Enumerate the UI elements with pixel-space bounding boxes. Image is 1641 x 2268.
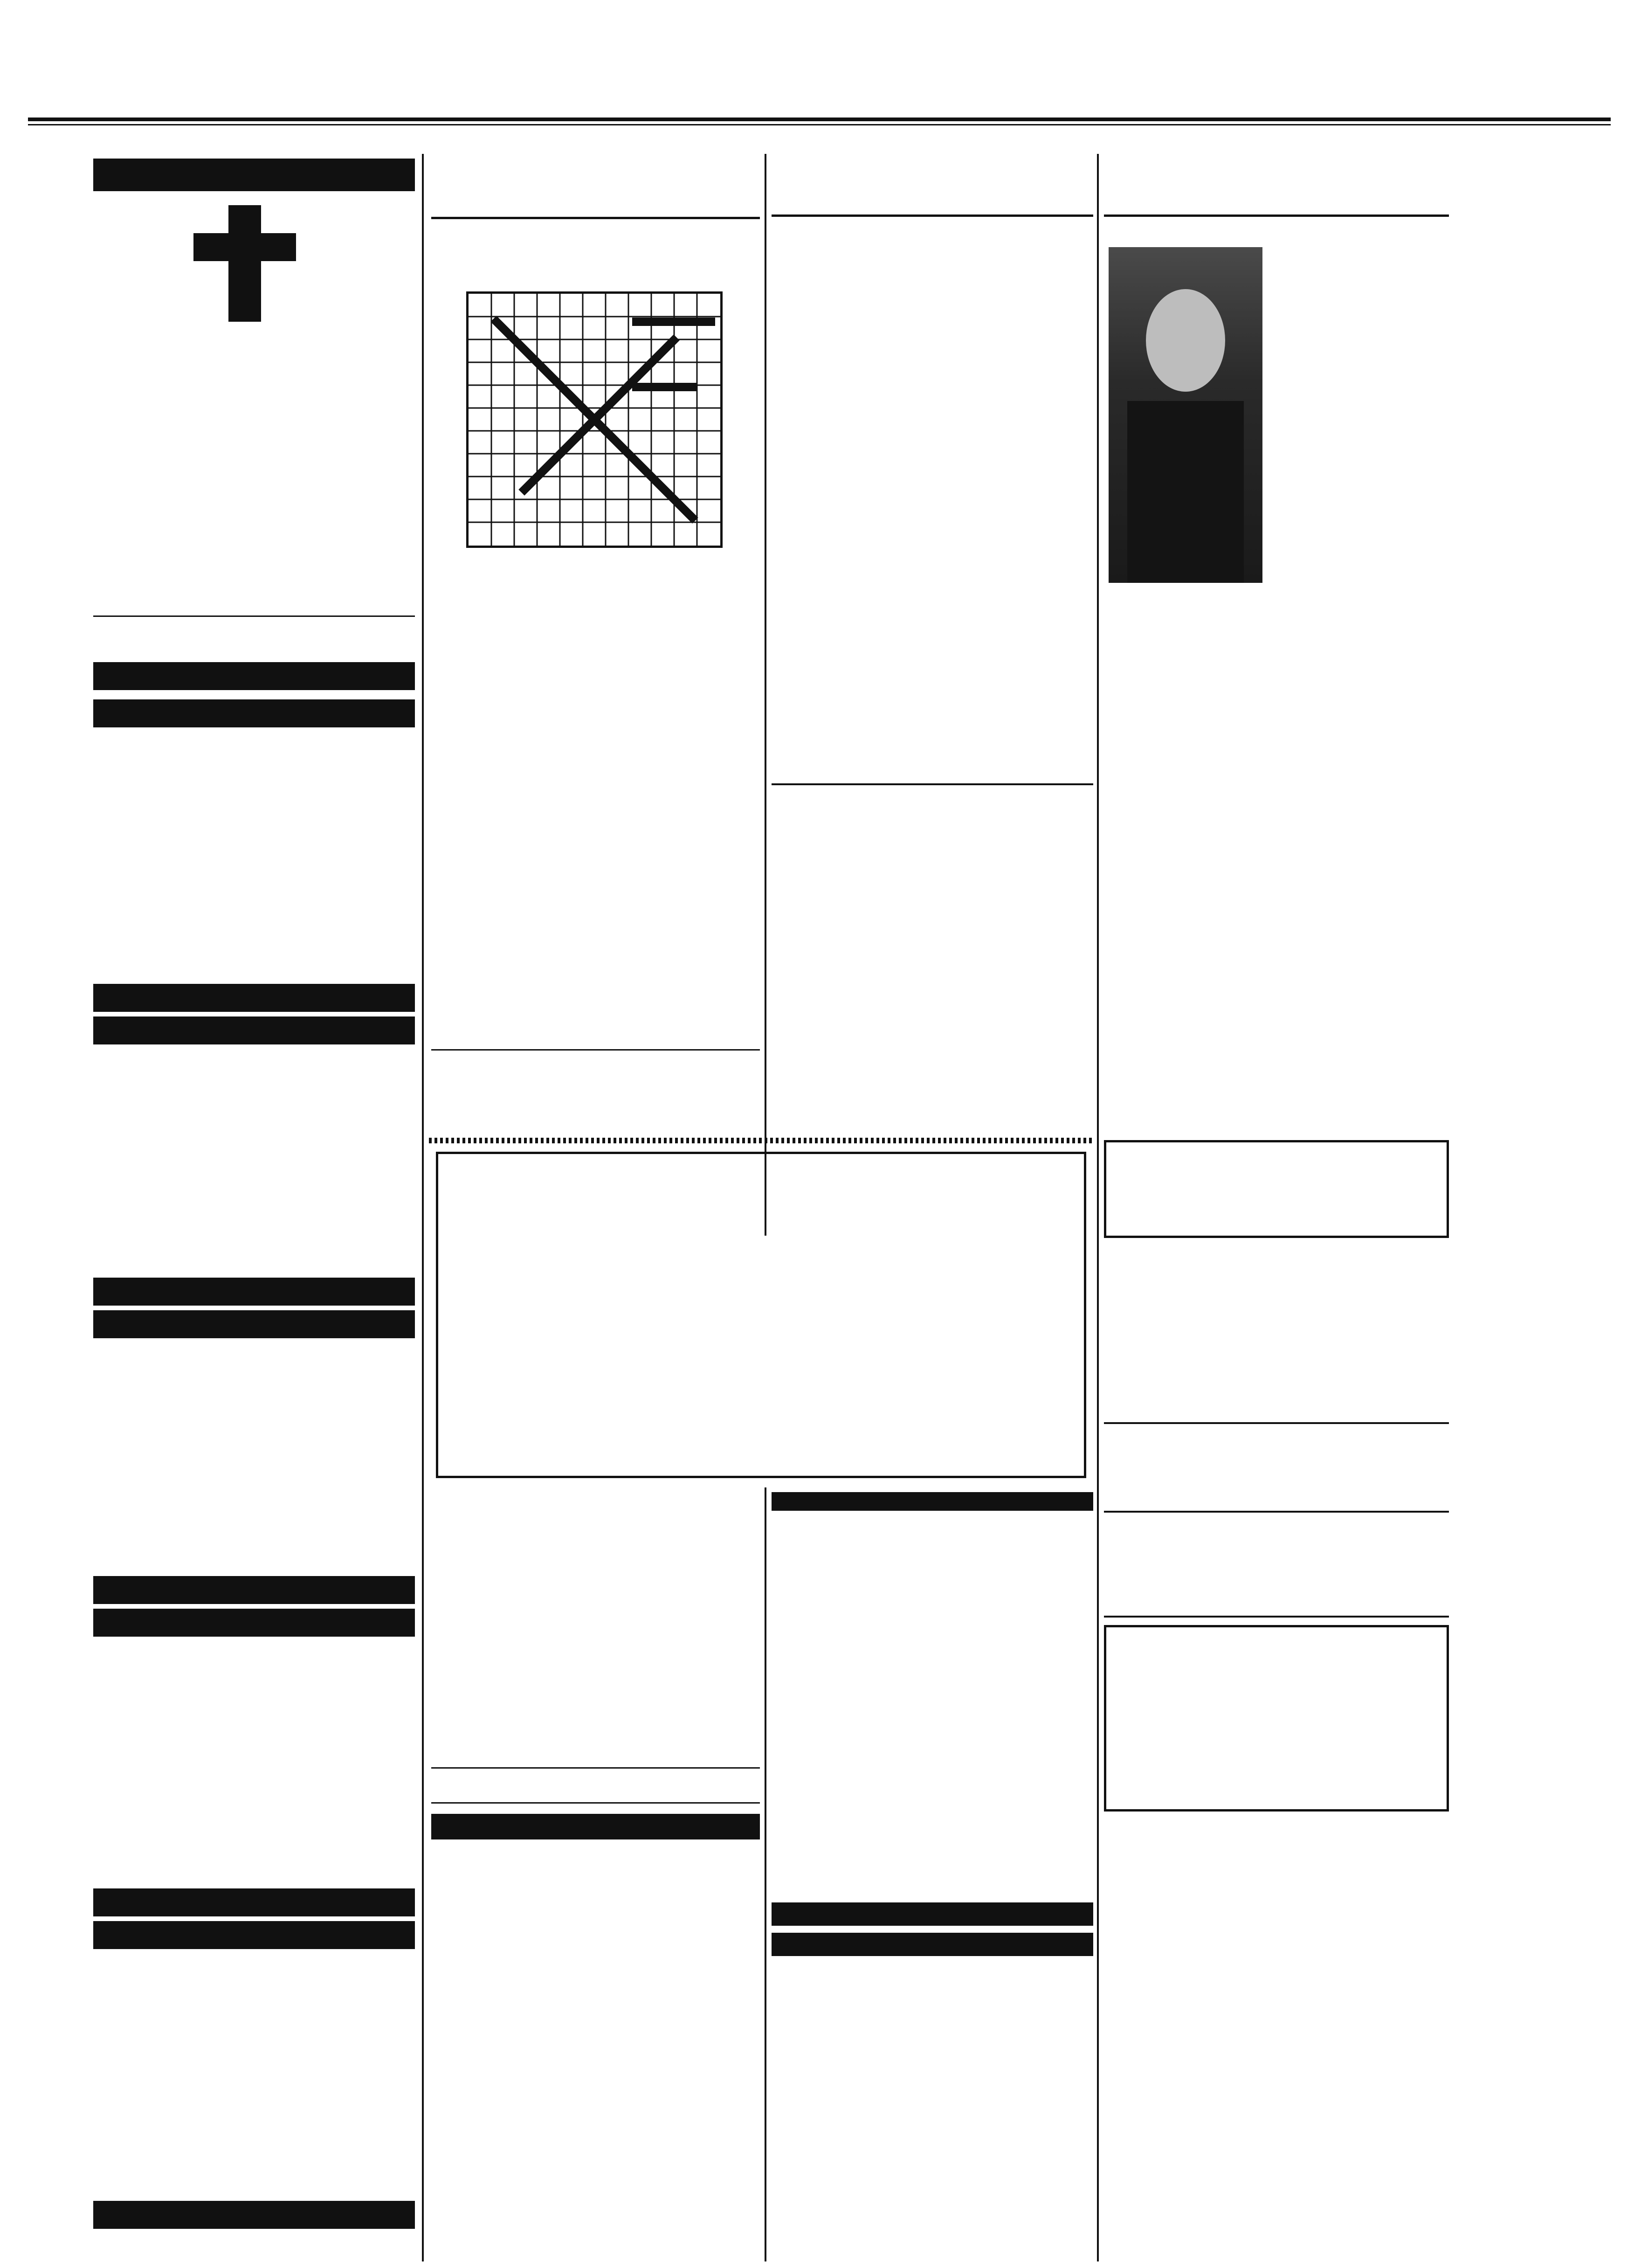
sports-column xyxy=(772,156,1093,1238)
divider xyxy=(431,1802,760,1804)
mourning-bar xyxy=(772,1902,1093,1926)
mourning-bar xyxy=(93,1016,415,1044)
divider xyxy=(1104,1511,1449,1513)
divider xyxy=(93,615,415,617)
float-spacer xyxy=(1109,247,1269,606)
masthead-rule-thin xyxy=(28,124,1611,125)
mourning-bar xyxy=(93,2201,415,2229)
right-column xyxy=(1104,156,1610,2264)
cross-icon xyxy=(228,205,261,322)
divider xyxy=(1104,1616,1449,1618)
mourning-bar xyxy=(93,1576,415,1604)
mourning-bar xyxy=(93,984,415,1012)
mourning-bar xyxy=(93,699,415,727)
obituary-emilia xyxy=(431,1492,760,2261)
ad-cta xyxy=(436,1152,1086,1478)
masthead-rule xyxy=(28,118,1611,121)
column-divider xyxy=(422,154,424,2261)
divider xyxy=(772,783,1093,785)
divider xyxy=(772,214,1093,217)
mourning-bar xyxy=(93,1888,415,1916)
obituary-column xyxy=(93,159,415,2257)
divider xyxy=(431,217,760,219)
column-divider xyxy=(765,1487,766,2261)
crossword-grid xyxy=(466,291,723,548)
divider xyxy=(1104,214,1449,217)
mourning-bar xyxy=(772,1492,1093,1511)
crossword-column xyxy=(431,156,760,1238)
mourning-bar xyxy=(93,662,415,690)
ad-border xyxy=(429,1138,1093,1143)
divider xyxy=(1104,1422,1449,1424)
column-divider xyxy=(1097,154,1099,2261)
mourning-bar xyxy=(93,1921,415,1949)
divider xyxy=(431,1767,760,1769)
cross-icon-arm xyxy=(193,233,296,261)
mourning-bar xyxy=(93,1609,415,1637)
crossword-grid-lines xyxy=(469,294,720,546)
crossword-row-numbers xyxy=(441,291,465,553)
column-divider xyxy=(765,154,766,1236)
mourning-bar xyxy=(93,1278,415,1306)
divider xyxy=(431,1049,760,1051)
mourning-bar xyxy=(93,1310,415,1338)
mourning-bar xyxy=(431,1814,760,1839)
ad-van-heusen xyxy=(1104,1625,1449,1812)
luto-text xyxy=(1109,247,1449,606)
obituary-santos xyxy=(772,1492,1093,2261)
ad-casa-fanny xyxy=(1104,1140,1449,1238)
crossword-column-numbers xyxy=(464,254,753,282)
mourning-bar xyxy=(93,159,415,191)
mourning-bar xyxy=(772,1933,1093,1956)
